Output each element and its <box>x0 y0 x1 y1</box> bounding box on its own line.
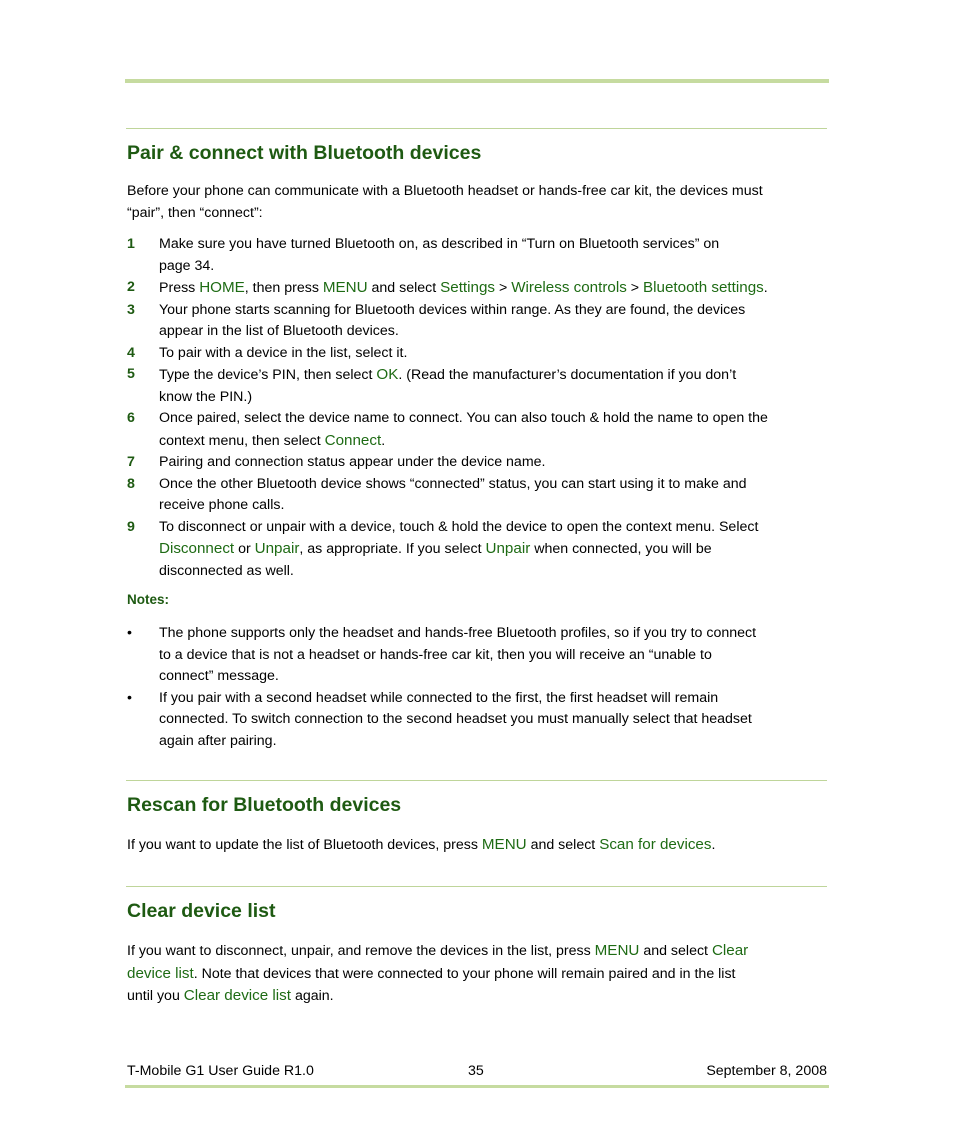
pair-intro <box>127 181 832 224</box>
step-item <box>127 364 832 408</box>
step-item <box>127 452 832 474</box>
text-run: To disconnect or unpair with a device, touch & hold the device to open the context menu. Select <box>159 518 759 535</box>
text-run: Type the device’s PIN, then select <box>159 367 377 383</box>
notes-label: Notes: <box>127 592 170 607</box>
text-line <box>159 731 832 753</box>
text-line <box>159 709 832 731</box>
step-item <box>127 517 832 583</box>
text-line <box>159 430 832 453</box>
text-line <box>159 538 832 561</box>
ui-term: Connect <box>324 431 382 449</box>
text-run: to a device that is not a headset or hands-free car kit, then you will receive an “unable to <box>159 646 712 663</box>
text-line <box>127 963 832 986</box>
step-number: 9 <box>127 518 135 535</box>
ui-term: MENU <box>481 836 527 853</box>
notes-list <box>127 623 832 752</box>
text-run: Pairing and connection status appear under the device name. <box>159 454 546 470</box>
ui-term: MENU <box>594 942 640 959</box>
footer-page-number: 35 <box>468 1063 484 1079</box>
text-run: To pair with a device in the list, select it. <box>159 344 408 361</box>
text-line <box>159 645 832 667</box>
step-item <box>127 408 832 452</box>
text-run: receive phone calls. <box>159 497 285 513</box>
text-line <box>159 300 832 322</box>
text-run: If you pair with a second headset while connected to the first, the first headset will remain <box>159 689 719 706</box>
footer-date: September 8, 2008 <box>706 1063 827 1079</box>
text-line <box>159 364 832 387</box>
text-run: and select <box>639 943 712 959</box>
text-line <box>127 834 832 857</box>
section-heading-rescan: Rescan for Bluetooth devices <box>127 794 402 816</box>
text-line <box>159 474 832 496</box>
text-run: , as appropriate. If you select <box>299 541 486 557</box>
step-number: 8 <box>127 475 135 492</box>
ui-term: HOME <box>199 279 245 296</box>
text-run: . <box>381 432 386 449</box>
top-rule <box>125 79 829 83</box>
text-run: > <box>626 280 643 296</box>
text-run: again. <box>291 988 334 1004</box>
text-run: connect” message. <box>159 668 279 684</box>
text-line <box>159 343 832 365</box>
text-run: Once paired, select the device name to connect. You can also touch & hold the name to open the <box>159 410 768 426</box>
text-run: The phone supports only the headset and hands-free Bluetooth profiles, so if you try to connect <box>159 625 757 641</box>
text-line <box>159 517 832 539</box>
bottom-rule <box>125 1085 829 1088</box>
step-item <box>127 277 832 300</box>
step-number: 5 <box>127 366 135 382</box>
text-run: know the PIN.) <box>159 388 253 405</box>
ui-term: Disconnect <box>159 540 235 557</box>
text-run: connected. To switch connection to the second headset you must manually select that headset <box>159 711 752 727</box>
text-run: . Note that devices that were connected to your phone will remain paired and in the list <box>193 965 736 982</box>
text-run: Once the other Bluetooth device shows “connected” status, you can start using it to make and <box>159 475 747 492</box>
pair-intro-line: “pair”, then “connect”: <box>127 204 263 221</box>
text-run: , then press <box>244 280 323 296</box>
text-line <box>159 561 832 583</box>
text-line <box>159 256 832 278</box>
section-divider <box>126 780 827 781</box>
text-run: or <box>234 541 255 557</box>
text-run: and select <box>367 280 441 296</box>
pair-intro-line: Before your phone can communicate with a Bluetooth headset or hands-free car kit, the devices must <box>127 183 763 199</box>
text-run: when connected, you will be <box>530 541 712 557</box>
text-run: Press <box>159 280 200 296</box>
step-number: 3 <box>127 301 135 318</box>
text-run: until you <box>127 988 184 1004</box>
ui-term: device list <box>127 964 194 982</box>
ui-term: Unpair <box>485 540 531 557</box>
rescan-body <box>127 834 832 857</box>
text-run: disconnected as well. <box>159 562 294 579</box>
text-run: . <box>763 280 768 296</box>
text-run: and select <box>526 837 600 853</box>
text-run: again after pairing. <box>159 732 277 749</box>
text-run: If you want to disconnect, unpair, and remove the devices in the list, press <box>127 943 595 959</box>
footer-doc-title: T-Mobile G1 User Guide R1.0 <box>127 1063 314 1079</box>
step-number: 7 <box>127 454 135 470</box>
step-number: 1 <box>127 236 135 252</box>
text-run: If you want to update the list of Bluetooth devices, press <box>127 837 482 853</box>
note-item <box>127 688 832 753</box>
text-run: Your phone starts scanning for Bluetooth devices within range. As they are found, the devices <box>159 301 746 318</box>
text-line <box>159 688 832 710</box>
ui-term: Bluetooth settings <box>643 279 764 296</box>
bullet-icon: • <box>127 689 132 706</box>
step-item <box>127 234 832 277</box>
text-line <box>159 277 832 300</box>
note-item <box>127 623 832 688</box>
ui-term: Clear <box>711 942 749 959</box>
text-line <box>159 234 832 256</box>
text-line <box>127 985 832 1008</box>
text-run: Make sure you have turned Bluetooth on, as described in “Turn on Bluetooth services” on <box>159 236 720 252</box>
text-run: context menu, then select <box>159 432 325 449</box>
text-line <box>159 666 832 688</box>
text-run: page 34. <box>159 257 215 274</box>
section-divider <box>126 128 827 129</box>
text-run: > <box>495 280 512 296</box>
text-line <box>159 321 832 343</box>
step-item <box>127 343 832 365</box>
text-line <box>159 408 832 430</box>
ui-term: MENU <box>322 279 368 296</box>
text-line <box>159 623 832 645</box>
step-item <box>127 300 832 343</box>
ui-term: OK <box>376 366 399 383</box>
step-item <box>127 474 832 517</box>
step-number: 6 <box>127 410 135 426</box>
text-run: appear in the list of Bluetooth devices. <box>159 323 399 339</box>
text-line <box>159 495 832 517</box>
ui-term: Scan for devices <box>599 836 712 853</box>
section-heading-pair: Pair & connect with Bluetooth devices <box>127 142 482 164</box>
ui-term: Clear device list <box>183 987 291 1004</box>
step-number: 2 <box>127 279 135 295</box>
ui-term: Unpair <box>254 540 300 557</box>
text-line <box>159 452 832 474</box>
section-divider <box>126 886 827 887</box>
step-number: 4 <box>127 344 135 361</box>
ui-term: Wireless controls <box>511 279 627 296</box>
text-run: . <box>711 837 716 853</box>
text-run: . (Read the manufacturer’s documentation if you don’t <box>398 367 737 383</box>
text-line <box>159 387 832 409</box>
section-heading-clear: Clear device list <box>127 900 276 922</box>
bullet-icon: • <box>127 625 132 641</box>
text-line <box>127 940 832 963</box>
pair-steps-list <box>127 234 832 582</box>
ui-term: Settings <box>440 279 496 296</box>
clear-body <box>127 940 832 1008</box>
